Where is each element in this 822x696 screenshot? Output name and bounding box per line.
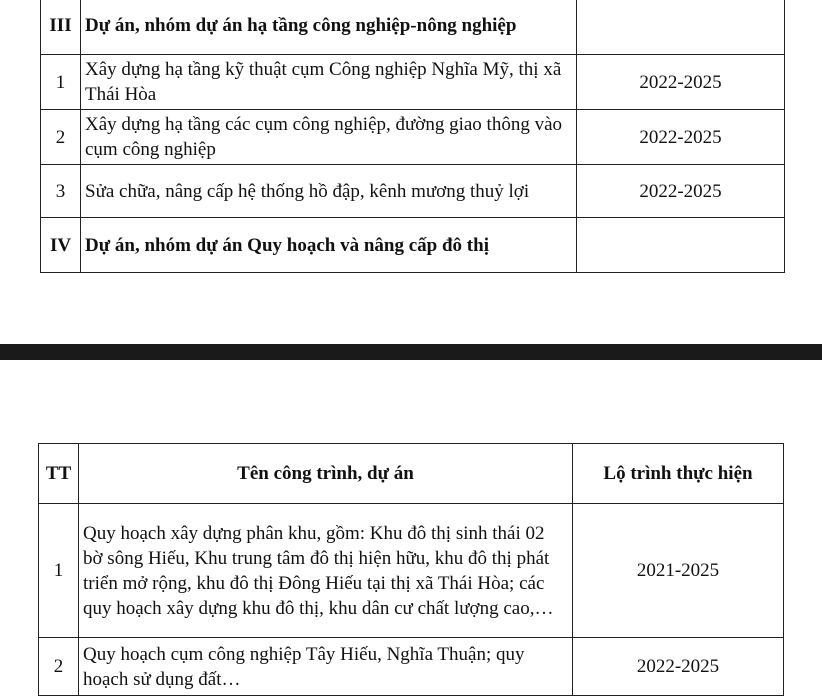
group-period-cell [577, 218, 785, 273]
table-row [39, 638, 784, 696]
row-number: 2 [41, 110, 81, 165]
project-period: 2022-2025 [573, 638, 784, 696]
projects-table-top [40, 0, 785, 273]
group-roman-numeral: IV [41, 218, 81, 273]
project-period: 2021-2025 [573, 504, 784, 638]
project-name: Xây dựng hạ tầng kỹ thuật cụm Công nghiệp Nghĩa Mỹ, thị xã Thái Hòa [81, 55, 577, 110]
row-number: 3 [41, 165, 81, 218]
page-divider-bar [0, 344, 822, 360]
header-tt: TT [39, 444, 79, 504]
group-period-cell [577, 0, 785, 55]
project-period: 2022-2025 [577, 165, 785, 218]
project-name: Sửa chữa, nâng cấp hệ thống hồ đập, kênh mương thuỷ lợi [81, 165, 577, 218]
table-row [41, 55, 785, 110]
project-period: 2022-2025 [577, 110, 785, 165]
table-row [39, 504, 784, 638]
group-roman-numeral: III [41, 0, 81, 55]
row-number: 1 [41, 55, 81, 110]
group-title: Dự án, nhóm dự án hạ tầng công nghiệp-nông nghiệp [81, 0, 577, 55]
group-row-iii [41, 0, 785, 55]
project-period: 2022-2025 [577, 55, 785, 110]
group-row-iv [41, 218, 785, 273]
header-project-name: Tên công trình, dự án [79, 444, 573, 504]
table-header-row [39, 444, 784, 504]
project-name: Quy hoạch cụm công nghiệp Tây Hiếu, Nghĩa Thuận; quy hoạch sử dụng đất… [79, 638, 573, 696]
projects-table-bottom [38, 443, 784, 696]
header-implementation-period: Lộ trình thực hiện [573, 444, 784, 504]
project-name: Quy hoạch xây dựng phân khu, gồm: Khu đô thị sinh thái 02 bờ sông Hiếu, Khu trung tâm đô thị hiện hữu, khu đô thị phát triển mở rộng, khu đô thị Đông Hiếu tại thị xã Thái Hòa; các quy hoạch xây dựng khu đô thị, khu dân cư chất lượng cao,… [79, 504, 573, 638]
project-name: Xây dựng hạ tầng các cụm công nghiệp, đường giao thông vào cụm công nghiệp [81, 110, 577, 165]
table-row [41, 110, 785, 165]
table-row [41, 165, 785, 218]
row-number: 1 [39, 504, 79, 638]
group-title: Dự án, nhóm dự án Quy hoạch và nâng cấp đô thị [81, 218, 577, 273]
row-number: 2 [39, 638, 79, 696]
